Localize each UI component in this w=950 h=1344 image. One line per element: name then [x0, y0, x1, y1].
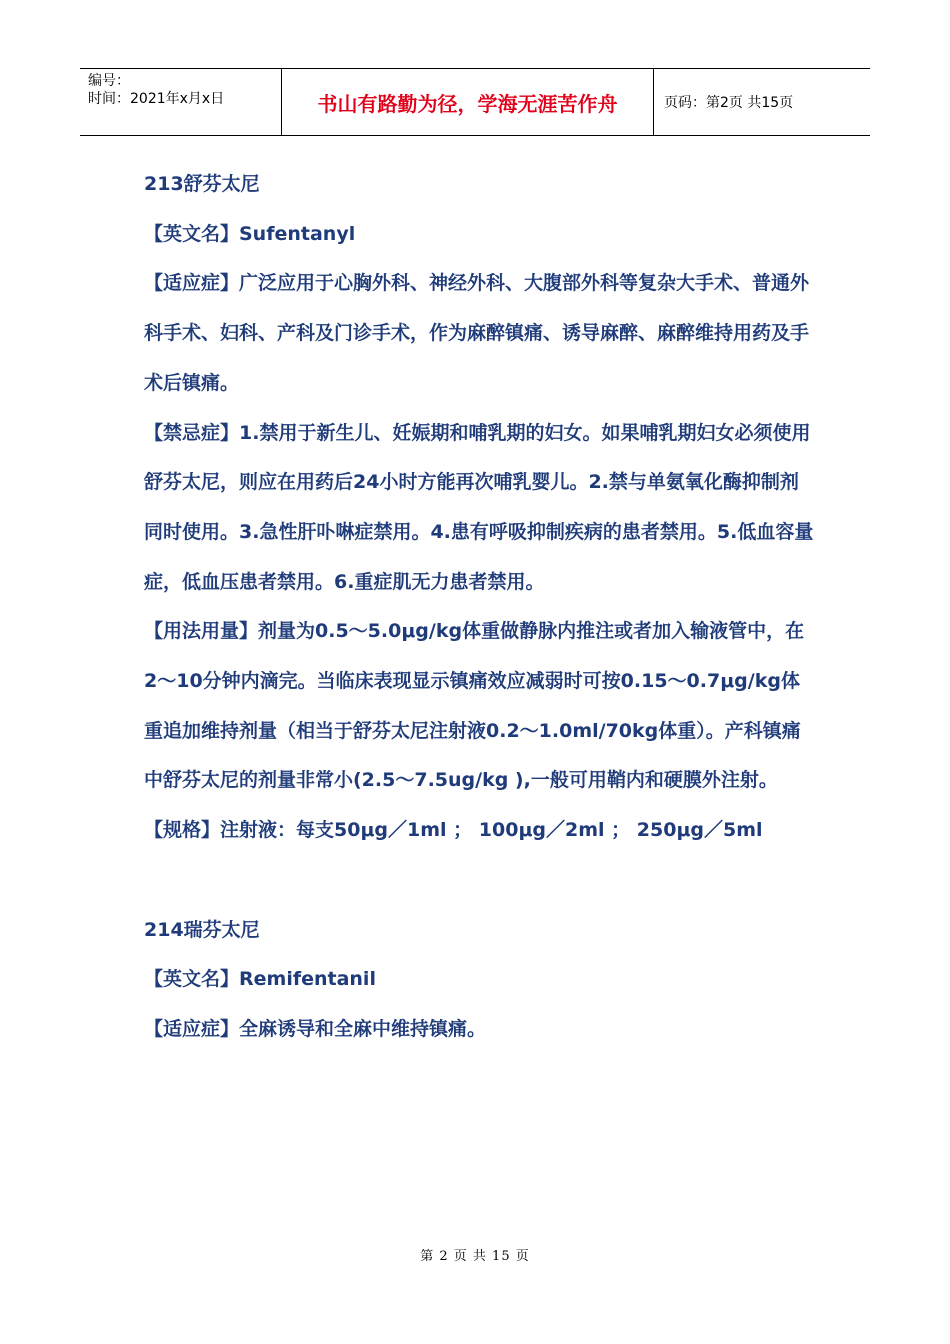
- header-motto: 书山有路勤为径，学海无涯苦作舟: [282, 69, 654, 135]
- time-label: 时间：2021年x月x日: [88, 91, 225, 107]
- number-label: 编号：: [88, 73, 130, 89]
- entry-indications: 【适应症】全麻诱导和全麻中维持镇痛。: [144, 1017, 487, 1040]
- header-meta: [80, 69, 282, 135]
- document-body: [144, 160, 814, 1055]
- page-header: [80, 68, 870, 136]
- entry-contraindications: 【禁忌症】1.禁用于新生儿、妊娠期和哺乳期的妇女。如果哺乳期妇女必须使用舒芬太尼，则应在用药后24小时方能再次哺乳婴儿。2.禁与单氨氧化酶抑制剂同时使用。3.急性肝卟啉症禁用。4.患有呼吸抑制疾病的患者禁用。5.低血容量症，低血压患者禁用。6.重症肌无力患者禁用。: [144, 421, 814, 593]
- section-gap: [144, 856, 814, 906]
- entry-indications: 【适应症】广泛应用于心胸外科、神经外科、大腹部外科等复杂大手术、普通外科手术、妇科、产科及门诊手术，作为麻醉镇痛、诱导麻醉、麻醉维持用药及手术后镇痛。: [144, 272, 810, 394]
- page-footer: 第 2 页 共 15 页: [420, 1249, 530, 1264]
- entry-usage: 【用法用量】剂量为0.5～5.0μg/kg体重做静脉内推注或者加入输液管中，在2～10分钟内滴完。当临床表现显示镇痛效应减弱时可按0.15～0.7μg/kg体重追加维持剂量（相当于舒芬太尼注射液0.2～1.0ml/70kg体重）。产科镇痛中舒芬太尼的剂量非常小(2.5～7.5ug/kg ),一般可用鞘内和硬膜外注射。: [144, 620, 805, 792]
- entry-specification: 【规格】注射液：每支50μg／1ml ； 100μg／2ml ； 250μg／5ml: [144, 819, 763, 842]
- header-page-code: 页码：第2页 共15页: [664, 95, 794, 111]
- entry-english-name: 【英文名】Sufentanyl: [144, 222, 356, 245]
- entry-title: 213舒芬太尼: [144, 173, 260, 195]
- entry-english-name: 【英文名】Remifentanil: [144, 968, 376, 991]
- entry-title: 214瑞芬太尼: [144, 918, 260, 941]
